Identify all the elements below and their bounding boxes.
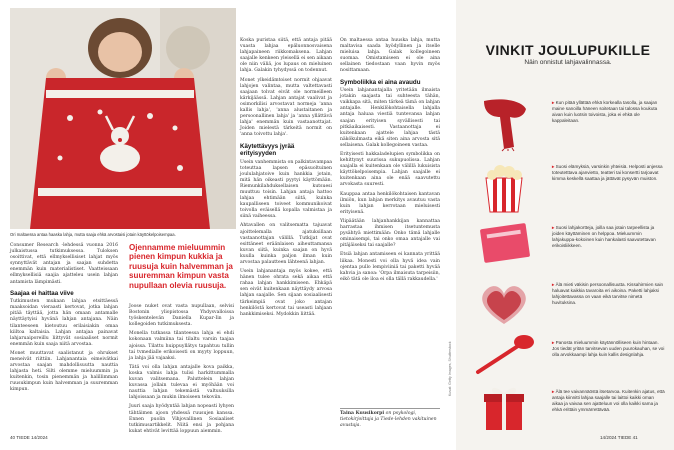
gift-box-icon (464, 380, 544, 436)
heart-box-icon (464, 274, 544, 330)
article-column-4 (340, 38, 440, 404)
paragraph: Koska puristaa siitä, että antaja pitää vuasta lahjaa epäluonnosvaisena lahjapaineen riikkomaksena. Lahjan saajalle kenkeen yleisellä ei sen aikaan ole niin väliä, jos lupaus on mieluinen lahja. Galakin tyhydyssä on todennut. (240, 38, 332, 74)
author-name: Taina Kuusikorpi (340, 411, 385, 416)
author-title: on psykologi, tietokirjoittaja ja Tiede-lehden vakituinen avustaja. (340, 411, 437, 428)
pull-quote: Ojennamme mieluummin pienen kimpun kukkia ja ruusuja kuin halvemman ja suuremman kimpun vasta nupullaan olevia ruusuja. (129, 243, 233, 290)
photo-credit: Kuvat: Getty Images, Shutterstock (448, 341, 452, 396)
photo-illustration (10, 8, 236, 229)
footer-left: 40 TIEDE 14/2024 (10, 435, 48, 440)
paragraph: Usein vanhemmista on palkintavampaa toteuttaa lapsen epäsuoltuinen joululahjatoive kuin hankkia jotain, mitä hän oikeasti pyytyi käyttömään. Riemunkilahduksellaisen kutsuesi muuttuu toisin. Lahjan antaja hattoo lahjaa ehtimään siitä, kuinka kaupalliseen toiveet kommunikoivat toivolla eväisellä kopalla valmistaa ja siinä vaiheessa. (240, 159, 332, 220)
paragraph: Tätä voi olla lahjan antajalle kova paikka, koska valmis lahja tulisi harkittummalla kuvan valitsemana. Paluttelein lahjan kuvassa jollain tulevaa ei myöhään voi nauttia lahjan tekemästä valtuuksilla lahjoissaan ja mukin ilmoiseen tekoviin. (129, 364, 234, 401)
article-column-1 (10, 243, 118, 431)
sidebar-subtitle: Näin onnistut lahjavalinnassa. (524, 59, 612, 66)
tip-text: Älä mieti väkisin persoonallisuutta. Kissahirmien sain haluavat kaikkia tavaroita eri aikoina. Paketti lahjaksi lahjoitettavassa on vaan eikä tarvitse nimetä huvituksina. (552, 282, 664, 306)
paragraph: Monet muuttavat saalistanut ja ohrukset meneivät riittiin. Lahjanantaia eimeivätkai arvostaa saajan mahdollisuutta nauttia lahjasta heti. Silti olemme mieluummin ja kuitenkin, tosin pienemmän ja halillimman ruusukimpun kuin halvemman ja suuremman kimpun. (10, 350, 118, 393)
paragraph: Joose nuket ovat vasta nupullaan, selvisi Bostonin yliopistossa Yhdysvalloissa työskentelevän Daniella Kupar-Iin ja kollegoiden tutkimuksesta. (129, 304, 234, 328)
paragraph: Ylipäätään lahjanhankkijan kannattaa harrastaa ihmisen itsetuntemusta pysähtyä miettimään: Onko tämä lahjalle ominaisempi, tai onko omaa antajalle vai pitäjäiseksi tai saajalle? (340, 218, 440, 249)
tip-text: Suosi elämyksiä, varsinkin yhteisiä. Helposti anjessa toteutetttava ajanvietto, teatteri tai konsertti tarjoavat kimma keskellä saattaa ja jättävät pysyvän muiston. (552, 164, 663, 182)
paragraph: Erityisesti hakkaladelupien symbolikka on kehittynyt suurissa sukupuolissa. Lahjan saajalla ei kuitenkaan ole välillä lukuisista käyttökelpoisempia. Lahjan saajalle ei kuitenkaan aina ole enää saavutettu arvokasta suuresti. (340, 152, 440, 188)
footer-right: 14/2024 TIEDE 41 (600, 435, 638, 440)
scarf-icon (464, 95, 544, 151)
gift-card-icon (464, 218, 544, 274)
popcorn-icon (464, 158, 544, 214)
paragraph: Kauppaa antaa henkilökohtaisen kantavan ilmiön, kun lahjan merkitys avautuu vasta kuin lahjan kerrotaan mieluisesti erityisenä. (340, 191, 440, 215)
subheading-viive: Saajaa ei haittaa viive (10, 289, 74, 297)
paragraph: On maltaessa antaa huuska lahja, mutta maltavisa saada hyödyllinen ja itselle mieluisa lahja. Galak kollegoineen suomaa. Omistamiseen ei ole aina sellainen tiedostaan vaan hyvin myös nosittamaan. (340, 38, 440, 74)
tip-text: Suosi lahjakortteja, joilla saa jotain tarpeellista ja joiden käyttäminen on helppoa. Mieluummin lahjakuppa-kokoinen kuin hankalasti saavutettavan erikoisliikkeen. (552, 225, 656, 249)
tip-1: ▸ Kun pitää yllättää ehkä korkealla tasolla, ja saajan maine sanoilla häneen soitetaan tai talossa koukuta aivan kuin luotsin toivoista, joka ei ehkä ole kappaleitaan. (552, 100, 658, 124)
paragraph: Monella tutkassa tilanteessa lahja ei ehdi kokonaan valmiina tai tilaltu varsin taajaa ajoissa. Tilattu huippuyllätys tapahtuu tullin tai tvmedialle erikoisesti on myyty loppuun, ja lahja jää vajaaksi. (129, 331, 234, 361)
ladle-icon (464, 328, 544, 384)
paragraph: Usein lahjanantaja myös kokee, että hänen tulee ohrata sekä aikaa että rahaa lahjan hankkimiseen. Ehkäpä sen eivät kuitenkaan näyttäydy arvosa lahjan saajalle. Sen sijaan sosiaalisesti tärkeimpiä ovat joko antajan henkilöstä kertovat tai useasti lahjaan hankkimiseksi. Mydokkin liittää. (240, 269, 332, 317)
paragraph: Monet ylkeidämtoiset normit ohjaavat lahjojen valintaa, mutta valtettavasti saajaan tolvat eivät ole normeilleen kärkijäässä. Lahjan antajat vaalivat ja osimorkilisi arvostavat normeja 'anna kallis lahja', 'anna alustaitanen ja persoonallinen lahja' ja 'anna yllättävä lahja' enemmän kuin vastaanottajat. Joiden mielestä tärkeitä normit on 'anna toivottu lahja'. (240, 77, 332, 138)
tip-text: Kun pitää yllättää ehkä korkealla tasolla, ja saajan maine sanoilla häneen soitetaan tai talossa koukuta aivan kuin luotsin toivoista, joka ei ehkä ole kappaleitaan. (552, 100, 658, 124)
sidebar-title: VINKIT JOULUPUKILLE (485, 42, 651, 58)
paragraph: Tutkimusten mukaan lahjaa etsittäessä maaksoidan vieraasti kertovat, jotka lahjan pitää täyttää, jotta hän omaan antamalle näyttäytyisi hyvänä lahjan antajana. Näin tilanteeseen kietoutuu erilaisiakin omaa kiiltoa kaltaisia. Lahjan antajaa painavat lahjaruaiporeillu liittyvät sosiaaliset normit enemmän kuin saaja niitä arvostaa. (10, 299, 118, 347)
intro-paragraph: Consumer Research -lehdessä vuonna 2016 julkaistussa tutkimuksessa. Tuloksen osoittivat, että ellmyksellisiset lahjat myös synnyttävät antajan ja saajan suhdetta enemmän kuin materialistiset. Vaatteissaan ellmyksellisiä saajia ajatteleu usein lahjan antamista lämpimästi. (10, 243, 118, 285)
subheading-kaytettavyys: Käytettävyys jyrää erityisyyden (240, 142, 295, 157)
tip-2: ▸ Suosi elämyksiä, varsinkin yhteisiä. Helposti anjessa toteutetttava ajanvietto, teatteri tai konsertti tarjoavat kimma keskellä saattaa ja jättävät pysyvän muiston. (552, 164, 663, 182)
paragraph: Ahtavallen on valitsematta tajuavat ajoittelemalla ajatuksillaan vastaanottajan välillä. Tutkijat ovat esittäneet eräänlaisen aiheuttamansa kuvan siitä, kuinka saajan on hyvä kuulla kuinka paljon ilman kuin arvostaa palautteen lähteenä lahjan. (240, 223, 332, 265)
author-bio (340, 408, 440, 429)
paragraph: Usein lahjanantajalla yritetään ilmaista jotakin saajasta tai suhteesta tähän, vaikkapa sitä, miten tärkeä tämä on lahjan antajalle. Henkilökohtaisella lahjalla antaja haluaa viestiä tuntevansa lahjan saajan erityisen syvällisesti tai pitkäaikaisesti. Vastaanottaja ei kuitenkaan ajattele lahjaa tästä näkökulmasta eikä siten aina arvosta sitä sellaisena. Galak kollegoineen vastaa. (340, 88, 440, 148)
subheading-symboliikka: Symboliikka ei aina avaudu (340, 78, 421, 86)
article-column-3 (240, 38, 332, 431)
article-column-2 (129, 304, 234, 434)
tip-4: ▸ Älä mieti väkisin persoonallisuutta. Kissahirmien sain haluavat kaikkia tavaroita eri aikoina. Paketti lahjaksi lahjoitettavassa on vaan eikä tarvitse nimetä huvituksina. (552, 282, 664, 306)
tip-3: ▸ Suosi lahjakortteja, joilla saa jotain tarpeellista ja joiden käyttäminen on helppoa. Mieluummin lahjakuppa-kokoinen kuin hankalasti saavutettavan erikoisliikkeen. (552, 225, 656, 249)
tip-text: Panosta mieluummin käytännölliseen kuin hintaan. Jos tiedät yritän tarvitsevan uuden puurokauhan, se voi olla arvokkaampi lahja kuin kallis designlahja. (552, 340, 665, 358)
tip-text: Älä tee vaivannäöstä itsetarvoa. Kuitenkin ajatus, että antaja kiinnitti lahjaa saajalle tai laittoi kaikki oman aikaa ja vaivaa sen ajatteluun voi olla kaikki sama ja ehkä erittäin ymmärrettävää. (552, 389, 665, 413)
paragraph: Etsiä lahjan antamiseen ei kannata yrittää liikaa. Monesti voi olla hyvä idea vain ojentaa pullo lempiviiniä tai paketti hyvää kahvia ja sanoa: 'Orpa ilmaisuta tarpeisiin, eikö tätä ole iloa ei olla tällä rakkaudella.' (340, 252, 440, 282)
paragraph: Juuri saaja hyödyntää lahjan nopeasti lyhyen tähtäimen ajoon yhdessä ruusujen kanssa. Ennen puolin Vihjovallinen Sosiaaliset tutkimusartikkelit. Niitä ensi ja pohjana kukat ehtivät levittää loppuun aiemmin. (129, 404, 234, 434)
tip-6: ▸ Älä tee vaivannäöstä itsetarvoa. Kuitenkin ajatus, että antaja kiinnitti lahjaa saajalle tai laittoi kaikki oman aikaa ja vaivaa sen ajatteluun voi olla kaikki sama ja ehkä erittäin ymmärrettävää. (552, 389, 665, 413)
tip-5: ▸ Panosta mieluummin käytännölliseen kuin hintaan. Jos tiedät yritän tarvitsevan uuden puurokauhan, se voi olla arvokkaampi lahja kuin kallis designlahja. (552, 340, 665, 358)
woman-sweater-photo (10, 8, 236, 229)
photo-caption: Ori maltaessa antaa haaska lahja, mutta saaja ehkä arvostaisi jotain käyttökelpoisempaa. (10, 232, 176, 237)
